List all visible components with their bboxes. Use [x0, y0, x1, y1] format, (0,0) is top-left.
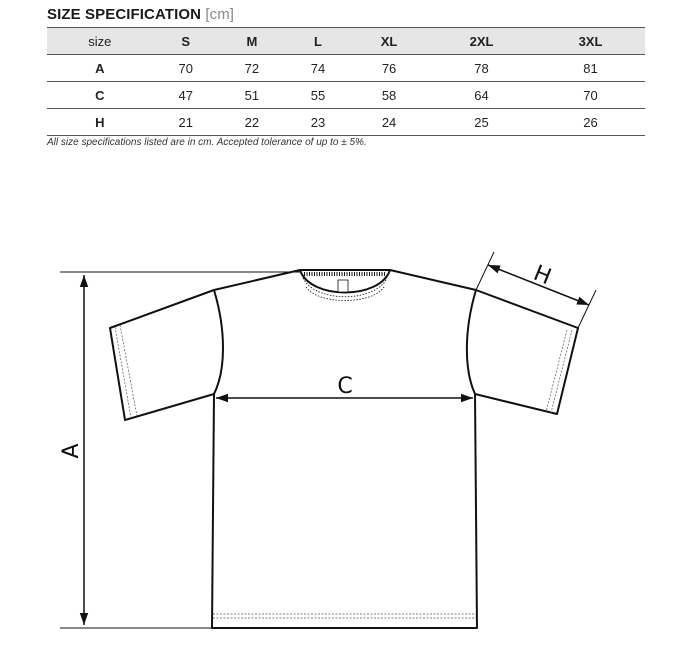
- table-cell: 74: [285, 55, 351, 82]
- tshirt-outline: [110, 270, 578, 628]
- table-cell: 23: [285, 109, 351, 136]
- size-header-cell: 2XL: [427, 28, 536, 55]
- table-cell: 76: [351, 55, 427, 82]
- size-corner-label: size: [47, 28, 153, 55]
- table-cell: 64: [427, 82, 536, 109]
- size-header-cell: 3XL: [536, 28, 645, 55]
- table-cell: 22: [219, 109, 285, 136]
- size-header-cell: S: [153, 28, 219, 55]
- size-header-cell: XL: [351, 28, 427, 55]
- table-cell: 78: [427, 55, 536, 82]
- table-cell: 47: [153, 82, 219, 109]
- title-unit: [cm]: [205, 6, 235, 23]
- dimension-h-label: H: [529, 260, 555, 291]
- table-cell: 58: [351, 82, 427, 109]
- table-cell: 81: [536, 55, 645, 82]
- table-cell: 21: [153, 109, 219, 136]
- table-cell: 70: [153, 55, 219, 82]
- table-cell: 55: [285, 82, 351, 109]
- table-cell: 51: [219, 82, 285, 109]
- dimension-c-label: C: [337, 374, 353, 399]
- row-label: C: [47, 82, 153, 109]
- table-cell: 70: [536, 82, 645, 109]
- table-cell: 26: [536, 109, 645, 136]
- page-title: SIZE SPECIFICATION [cm]: [47, 6, 235, 23]
- row-label: H: [47, 109, 153, 136]
- dimension-a-label: A: [59, 443, 84, 459]
- table-cell: 72: [219, 55, 285, 82]
- table-cell: 24: [351, 109, 427, 136]
- tolerance-note: All size specifications listed are in cm. Accepted tolerance of up to ± 5%.: [47, 137, 367, 148]
- row-label: A: [47, 55, 153, 82]
- table-cell: 25: [427, 109, 536, 136]
- size-header-cell: M: [219, 28, 285, 55]
- size-header-cell: L: [285, 28, 351, 55]
